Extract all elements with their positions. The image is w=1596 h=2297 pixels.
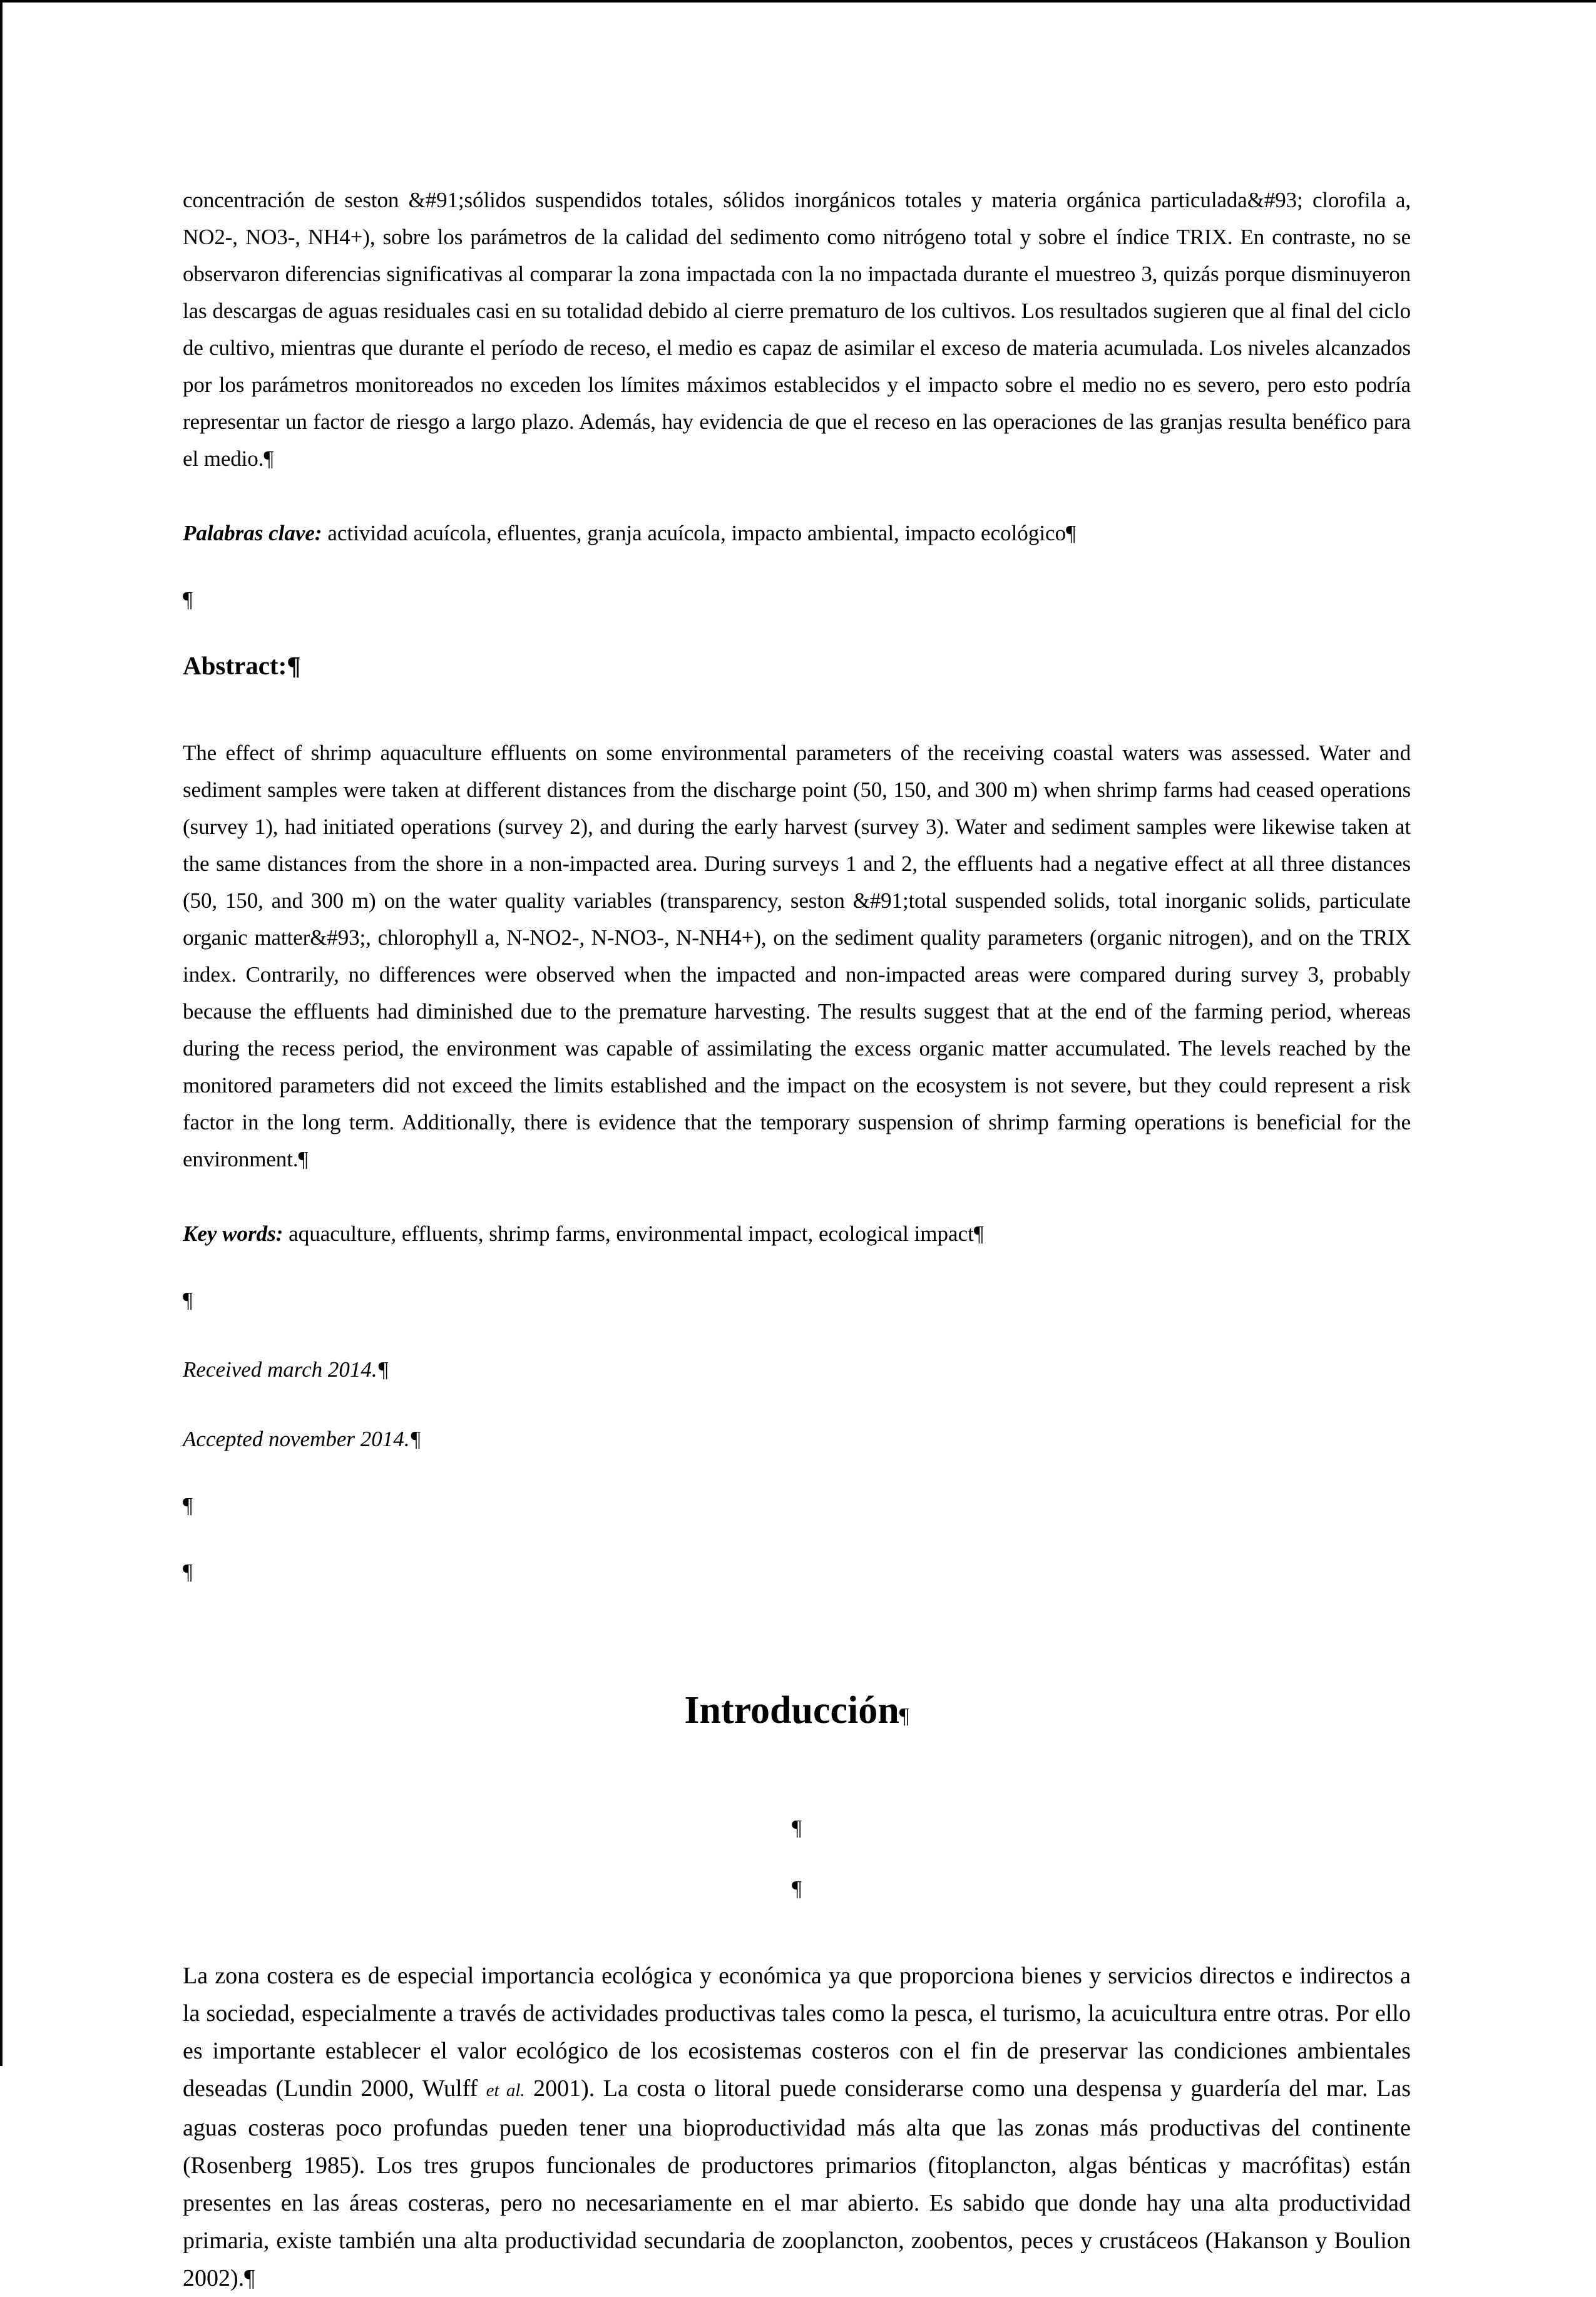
pilcrow-mark: ¶ <box>183 1288 193 1312</box>
vertical-gap <box>183 1846 1411 1870</box>
pilcrow-mark: ¶ <box>287 651 301 680</box>
vertical-gap <box>183 1907 1411 1957</box>
spanish-abstract-text: concentración de seston &#91;sólidos suspendidos totales, sólidos inorgánicos totales y materia orgánica particulada&#93; clorofila a, NO2-, NO3-, NH4+), sobre los parámetros de la calidad del sedimento como nitrógeno total y sobre el índice TRIX. En contraste, no se observaron diferencias significativas al comparar la zona impactada con la no impactada durante el muestreo 3, quizás porque disminuyeron las descargas de aguas residuales casi en su totalidad debido al cierre prematuro de los cultivos. Los resultados sugieren que al final del ciclo de cultivo, mientras que durante el período de receso, el medio es capaz de asimilar el exceso de materia acumulada. Los niveles alcanzados por los parámetros monitoreados no exceden los límites máximos establecidos y el impacto sobre el medio no es severo, pero esto podría representar un factor de riesgo a largo plazo. Además, hay evidencia de que el receso en las operaciones de las granjas resulta benéfico para el medio. <box>183 188 1411 471</box>
pilcrow-mark: ¶ <box>183 1560 193 1584</box>
spanish-abstract-paragraph <box>183 182 1411 477</box>
vertical-gap <box>183 684 1411 734</box>
empty-paragraph-mark <box>183 1282 1411 1318</box>
introduction-text-part2: 2001). La costa o litoral puede considerarse como una despensa y guardería del mar. Las aguas costeras poco profundas pueden tener una bioproductividad más alta que las zonas más productivas del continente (Rosenberg 1985). Los tres grupos funcionales de productores primarios (fitoplancton, algas bénticas y macrófitas) están presentes en las áreas costeras, pero no necesariamente en el mar abierto. Es sabido que donde hay una alta productividad primaria, existe también una alta productividad secundaria de zooplancton, zoobentos, peces y crustáceos (Hakanson y Boulion 2002). <box>183 2075 1411 2292</box>
accepted-date-line <box>183 1421 1411 1457</box>
vertical-gap <box>183 477 1411 515</box>
english-keywords-label: Key words: <box>183 1221 284 1246</box>
empty-paragraph-mark <box>183 1487 1411 1524</box>
spanish-keywords-label: Palabras clave: <box>183 521 322 545</box>
received-date-text: Received march 2014. <box>183 1357 377 1382</box>
pilcrow-mark: ¶ <box>298 1147 309 1171</box>
pilcrow-mark: ¶ <box>1066 521 1076 545</box>
pilcrow-mark: ¶ <box>244 2265 255 2292</box>
pilcrow-mark: ¶ <box>409 1427 421 1451</box>
pilcrow-mark: ¶ <box>792 1876 802 1901</box>
vertical-gap <box>183 1178 1411 1215</box>
page-content-column <box>183 3 1411 2297</box>
english-keywords-line <box>183 1215 1411 1252</box>
pilcrow-mark: ¶ <box>899 1703 909 1728</box>
introduction-etal-citation: et al. <box>486 2080 525 2101</box>
english-abstract-text: The effect of shrimp aquaculture effluents on some environmental parameters of the receiving coastal waters was assessed. Water and sediment samples were taken at different distances from the discharge point (50, 150, and 300 m) when shrimp farms had ceased operations (survey 1), had initiated operations (survey 2), and during the early harvest (survey 3). Water and sediment samples were likewise taken at the same distances from the shore in a non-impacted area. During surveys 1 and 2, the effluents had a negative effect at all three distances (50, 150, and 300 m) on the water quality variables (transparency, seston &#91;total suspended solids, total inorganic solids, particulate organic matter&#93;, chlorophyll a, N-NO2-, N-NO3-, N-NH4+), on the sediment quality parameters (organic nitrogen), and on the TRIX index. Contrarily, no differences were observed when the impacted and non-impacted areas were compared during survey 3, probably because the effluents had diminished due to the premature harvesting. The results suggest that at the end of the farming period, whereas during the recess period, the environment was capable of assimilating the excess organic matter accumulated. The levels reached by the monitored parameters did not exceed the limits established and the impact on the ecosystem is not severe, but they could represent a risk factor in the long term. Additionally, there is evidence that the temporary suspension of shrimp farming operations is beneficial for the environment. <box>183 741 1411 1171</box>
empty-paragraph-mark <box>183 581 1411 618</box>
pilcrow-mark: ¶ <box>973 1221 984 1246</box>
section-title-text: Introducción <box>684 1688 899 1732</box>
pilcrow-mark: ¶ <box>263 446 274 471</box>
pilcrow-mark: ¶ <box>377 1357 389 1382</box>
vertical-gap <box>183 1457 1411 1487</box>
pilcrow-mark: ¶ <box>183 587 193 612</box>
vertical-gap <box>183 618 1411 647</box>
vertical-gap <box>183 1590 1411 1659</box>
vertical-gap <box>183 1318 1411 1351</box>
abstract-heading-text: Abstract: <box>183 651 287 680</box>
spanish-keywords-line <box>183 515 1411 552</box>
vertical-gap <box>183 1524 1411 1553</box>
abstract-heading <box>183 647 1411 684</box>
accepted-date-text: Accepted november 2014. <box>183 1427 410 1451</box>
vertical-gap <box>183 1252 1411 1282</box>
received-date-line <box>183 1351 1411 1388</box>
spanish-keywords-value: actividad acuícola, efluentes, granja acuícola, impacto ambiental, impacto ecológico <box>322 521 1067 545</box>
pilcrow-mark: ¶ <box>792 1816 802 1841</box>
section-title-introduccion <box>183 1685 1411 1741</box>
vertical-gap <box>183 1388 1411 1421</box>
vertical-gap <box>183 1767 1411 1809</box>
vertical-gap <box>183 552 1411 581</box>
empty-paragraph-mark <box>183 1553 1411 1590</box>
introduction-paragraph <box>183 1957 1411 2297</box>
empty-paragraph-mark-centered <box>183 1870 1411 1907</box>
english-keywords-value: aquaculture, effluents, shrimp farms, environmental impact, ecological impact <box>283 1221 974 1246</box>
english-abstract-paragraph <box>183 734 1411 1178</box>
empty-paragraph-mark-centered <box>183 1809 1411 1846</box>
introduction-text-part1: La zona costera es de especial importancia ecológica y económica ya que proporciona bienes y servicios directos e indirectos a la sociedad, especialmente a través de actividades productivas tales como la pesca, el turismo, la acuicultura entre otras. Por ello es importante establecer el valor ecológico de los ecosistemas costeros con el fin de preservar las condiciones ambientales deseadas (Lundin 2000, Wulff <box>183 1963 1411 2102</box>
pilcrow-mark: ¶ <box>183 1493 193 1518</box>
